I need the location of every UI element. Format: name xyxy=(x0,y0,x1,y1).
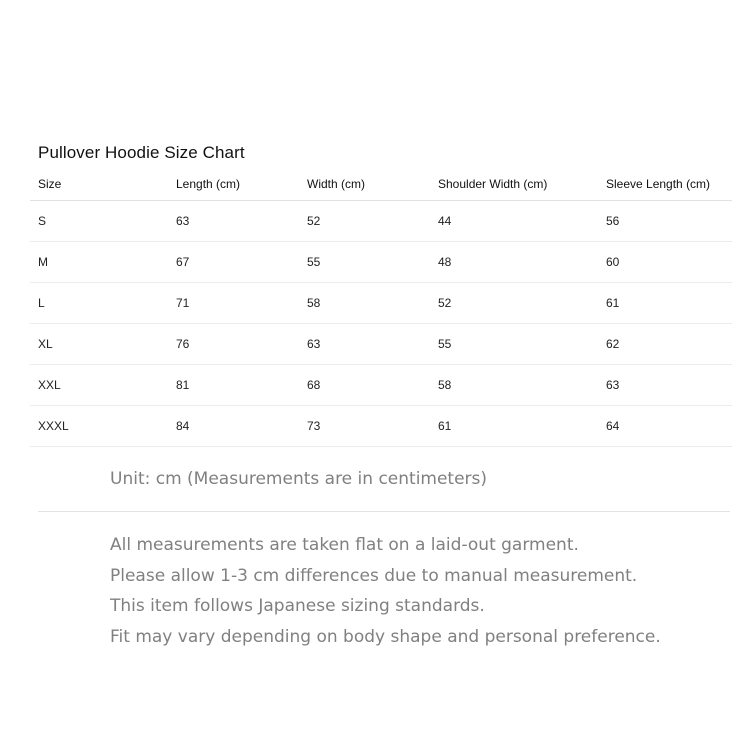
cell-length: 63 xyxy=(176,214,190,228)
size-table xyxy=(30,168,732,447)
cell-shoulder-width: 55 xyxy=(438,337,452,351)
divider xyxy=(38,511,730,512)
measurement-notes xyxy=(110,530,661,652)
table-row xyxy=(30,242,732,283)
page-title: Pullover Hoodie Size Chart xyxy=(38,143,245,162)
note-line: This item follows Japanese sizing standards. xyxy=(110,596,485,616)
header-width: Width (cm) xyxy=(307,177,365,191)
cell-size: XXL xyxy=(38,378,61,392)
cell-size: L xyxy=(38,296,45,310)
cell-size: XXXL xyxy=(38,419,69,433)
header-shoulder-width: Shoulder Width (cm) xyxy=(438,177,548,191)
cell-length: 67 xyxy=(176,255,190,269)
cell-width: 63 xyxy=(307,337,321,351)
cell-width: 58 xyxy=(307,296,321,310)
table-row xyxy=(30,406,732,447)
header-sleeve-length: Sleeve Length (cm) xyxy=(606,177,711,191)
cell-shoulder-width: 58 xyxy=(438,378,452,392)
unit-note: Unit: cm (Measurements are in centimeters) xyxy=(110,469,488,489)
cell-sleeve-length: 63 xyxy=(606,378,620,392)
cell-sleeve-length: 64 xyxy=(606,419,620,433)
cell-size: XL xyxy=(38,337,53,351)
cell-length: 76 xyxy=(176,337,190,351)
cell-shoulder-width: 44 xyxy=(438,214,452,228)
cell-shoulder-width: 52 xyxy=(438,296,452,310)
note-line: Fit may vary depending on body shape and personal preference. xyxy=(110,626,661,647)
cell-sleeve-length: 61 xyxy=(606,296,620,310)
table-header-row xyxy=(30,168,732,201)
table-row xyxy=(30,324,732,365)
cell-size: M xyxy=(38,255,48,269)
note-line: Please allow 1-3 cm differences due to manual measurement. xyxy=(110,565,638,586)
cell-width: 52 xyxy=(307,214,321,228)
cell-sleeve-length: 56 xyxy=(606,214,620,228)
cell-width: 55 xyxy=(307,255,321,269)
cell-size: S xyxy=(38,214,47,228)
table-row xyxy=(30,283,732,324)
table-row xyxy=(30,365,732,406)
cell-shoulder-width: 48 xyxy=(438,255,452,269)
cell-sleeve-length: 60 xyxy=(606,255,620,269)
cell-width: 68 xyxy=(307,378,321,392)
table-row xyxy=(30,201,732,242)
header-size: Size xyxy=(38,177,62,191)
note-line: All measurements are taken flat on a laid-out garment. xyxy=(110,535,579,555)
cell-length: 81 xyxy=(176,378,190,392)
header-length: Length (cm) xyxy=(176,177,241,191)
cell-length: 71 xyxy=(176,296,190,310)
cell-shoulder-width: 61 xyxy=(438,419,452,433)
cell-width: 73 xyxy=(307,419,321,433)
cell-length: 84 xyxy=(176,419,190,433)
cell-sleeve-length: 62 xyxy=(606,337,620,351)
